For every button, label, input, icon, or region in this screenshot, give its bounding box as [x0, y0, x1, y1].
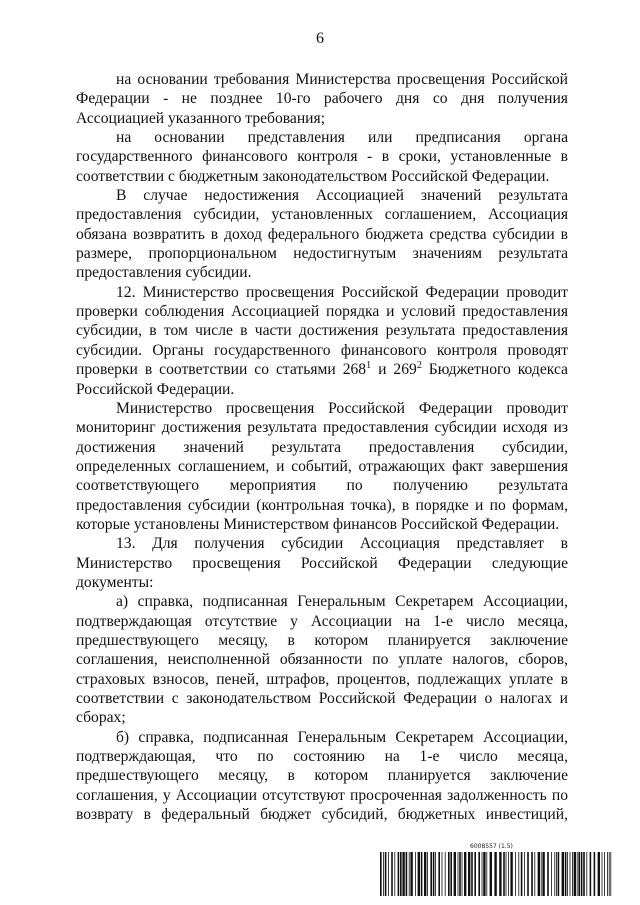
- clause-12-text-middle: и 269: [371, 361, 417, 379]
- document-body: [76, 70, 568, 824]
- paragraph-monitoring: Министерство просвещения Российской Федерации проводит мониторинг достижения результата предоставления субсидии исходя из достижения значений результата предоставления субсидии, определенных соглашением, и событий, отражающих факт завершения соответствующего мероприятия по получению результата предоставления субсидии (контрольная точка), в порядке и по формам, которые установлены Министерством финансов Российской Федерации.: [76, 399, 568, 533]
- paragraph-refund-on-control-body-request: на основании представления или предписания органа государственного финансового контроля - в сроки, установленные в соответствии с бюджетным законодательством Российской Федерации.: [76, 129, 568, 185]
- clause-12-text-start: 12. Министерство просвещения Российской Федерации проводит проверки соблюдения Ассоциацией порядка и условий предоставления субсидии, в том числе в части достижения результата предоставления субсидии. Органы государственного финансового контроля проводят проверки в соответствии со статьями 268: [76, 283, 568, 379]
- article-269-superscript: 2: [416, 360, 422, 372]
- paragraph-clause-12-inspections: [76, 283, 568, 399]
- page-number: 6: [316, 30, 324, 47]
- barcode: [380, 843, 612, 897]
- paragraph-clause-13-documents: 13. Для получения субсидии Ассоциация представляет в Министерство просвещения Российской Федерации следующие документы:: [76, 535, 568, 591]
- article-268-superscript: 1: [366, 360, 372, 372]
- paragraph-underachievement-refund: В случае недостижения Ассоциацией значений результата предоставления субсидии, установленных соглашением, Ассоциация обязана возвратить в доход федерального бюджета средства субсидии в размере, пропорциональном недостигнутым значениям результата предоставления субсидии.: [76, 187, 568, 282]
- clause-12-text-end: Бюджетного кодекса Российской Федерации.: [76, 361, 568, 398]
- paragraph-item-b-debt-certificate: б) справка, подписанная Генеральным Секретарем Ассоциации, подтверждающая, что по состоянию на 1-е число месяца, предшествующего месяцу, в котором планируется заключение соглашения, у Ассоциации отсутствуют просроченная задолженность по возврату в федеральный бюджет субсидий, бюджетных инвестиций,: [76, 728, 568, 824]
- barcode-label: 6008557 (1.5): [470, 843, 513, 850]
- paragraph-refund-on-ministry-request: на основании требования Министерства просвещения Российской Федерации - не позднее 10-го рабочего дня со дня получения Ассоциацией указанного требования;: [76, 71, 568, 127]
- paragraph-item-a-tax-certificate: а) справка, подписанная Генеральным Секретарем Ассоциации, подтверждающая отсутствие у Ассоциации на 1-е число месяца, предшествующего месяцу, в котором планируется заключение соглашения, неисполненной обязанности по уплате налогов, сборов, страховых взносов, пеней, штрафов, процентов, подлежащих уплате в соответствии с законодательством Российской Федерации о налогах и сборах;: [76, 593, 568, 727]
- barcode-bars: [380, 852, 612, 896]
